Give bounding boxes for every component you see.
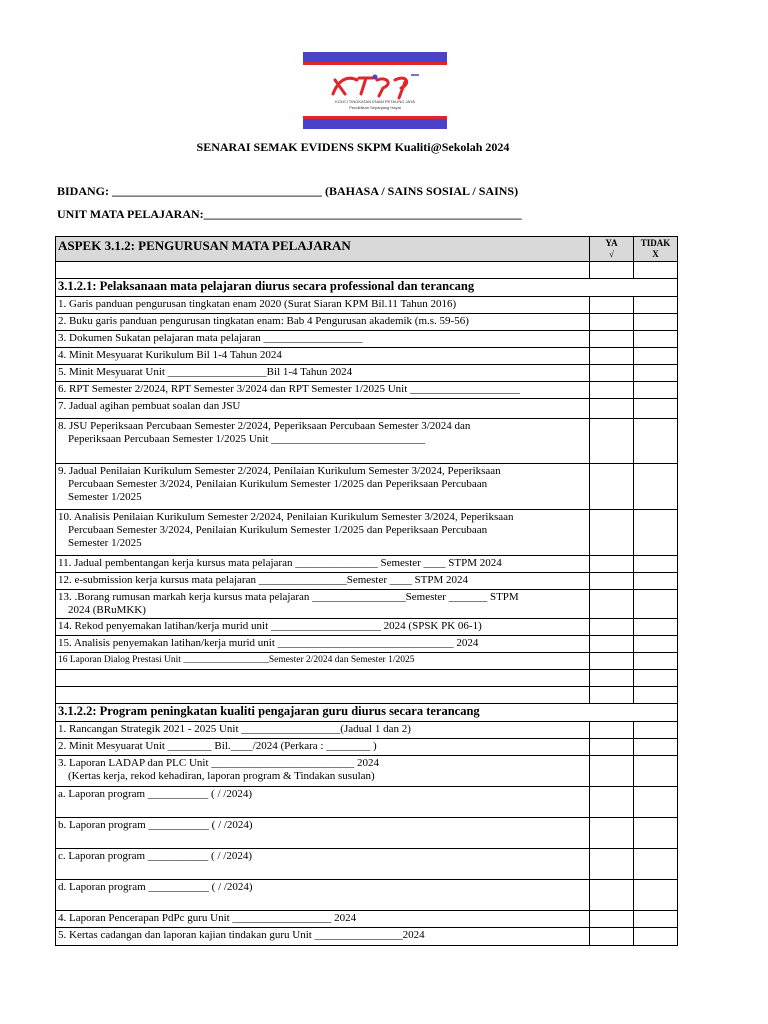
ya-checkbox-cell[interactable] [590,365,634,382]
item-line: Semester 1/2025 [68,537,142,549]
ya-checkbox-cell[interactable] [590,510,634,556]
logo-stripe-top [303,62,447,65]
item-line: Semester 1/2025 [68,491,142,503]
checklist-item-row [56,928,678,946]
item-line: Percubaan Semester 3/2024, Penilaian Kurikulum Semester 1/2025 dan Peperiksaan Percubaan [68,478,488,490]
tidak-checkbox-cell[interactable] [634,818,678,849]
item-line: 8. JSU Peperiksaan Percubaan Semester 2/2024, Peperiksaan Percubaan Semester 3/2024 dan [58,420,471,432]
checklist-item-row [56,849,678,880]
item-line: 13. .Borang rumusan markah kerja kursus mata pelajaran _________________Semester _______ STPM [58,591,519,603]
item-line: 9. Jadual Penilaian Kurikulum Semester 2/2024, Penilaian Kurikulum Semester 3/2024, Peperiksaan [58,465,501,477]
tidak-checkbox-cell[interactable] [634,399,678,419]
tidak-checkbox-cell[interactable] [634,636,678,653]
ya-checkbox-cell[interactable] [590,636,634,653]
ya-checkbox-cell[interactable] [590,348,634,365]
ya-checkbox-cell[interactable] [590,573,634,590]
tidak-checkbox-cell[interactable] [634,722,678,739]
aspect-heading: ASPEK 3.1.2: PENGURUSAN MATA PELAJARAN [56,237,590,262]
tidak-checkbox-cell[interactable] [634,619,678,636]
tidak-checkbox-cell[interactable] [634,573,678,590]
checkbox-cell[interactable] [590,687,634,704]
ya-checkbox-cell[interactable] [590,590,634,619]
checklist-item-row [56,573,678,590]
logo-band-bottom [303,119,447,129]
checklist-item-text [56,573,590,590]
table-header-row [56,237,678,262]
checklist-item-text [56,818,590,849]
checklist-item-row [56,818,678,849]
ya-checkbox-cell[interactable] [590,911,634,928]
tidak-checkbox-cell[interactable] [634,556,678,573]
ya-checkbox-cell[interactable] [590,419,634,464]
tidak-checkbox-cell[interactable] [634,464,678,510]
item-line: Percubaan Semester 3/2024, Penilaian Kurikulum Semester 1/2025 dan Peperiksaan Percubaan [68,524,488,536]
blank-cell [56,670,590,687]
item-line: 12. e-submission kerja kursus mata pelajaran ________________Semester ____ STPM 2024 [58,574,469,586]
checklist-item-text [56,636,590,653]
unit-field: UNIT MATA PELAJARAN:_____________________________________________________ [57,207,522,221]
checklist-item-row [56,464,678,510]
checklist-item-row [56,331,678,348]
checklist-item-row [56,756,678,787]
logo-band-top [303,52,447,62]
blank-cell [56,687,590,704]
checklist-item-text [56,619,590,636]
checklist-item-text [56,787,590,818]
ya-checkbox-cell[interactable] [590,818,634,849]
checklist-item-row [56,382,678,399]
item-line: Peperiksaan Percubaan Semester 1/2025 Unit ____________________________ [68,433,426,445]
tidak-checkbox-cell[interactable] [634,911,678,928]
evidence-checklist-table [55,236,678,946]
tidak-checkbox-cell[interactable] [634,510,678,556]
item-line: 3. Laporan LADAP dan PLC Unit __________________________ 2024 [58,757,380,769]
checklist-item-text [56,314,590,331]
checklist-item-text [56,590,590,619]
tidak-checkbox-cell[interactable] [634,419,678,464]
checklist-item-row [56,556,678,573]
item-line: 15. Analisis penyemakan latihan/kerja murid unit ________________________________ 2024 [58,637,479,649]
tidak-checkbox-cell[interactable] [634,314,678,331]
checkbox-cell[interactable] [634,262,678,279]
checklist-item-text [56,911,590,928]
ya-mark: √ [609,249,614,259]
ya-checkbox-cell[interactable] [590,787,634,818]
ya-checkbox-cell[interactable] [590,849,634,880]
item-line: d. Laporan program ___________ ( / /2024) [58,881,253,893]
college-logo [303,52,447,130]
item-line: 5. Minit Mesyuarat Unit __________________Bil 1-4 Tahun 2024 [58,366,353,378]
tidak-label: TIDAK [640,238,671,248]
checkbox-cell[interactable] [634,670,678,687]
checklist-item-text [56,331,590,348]
ya-checkbox-cell[interactable] [590,464,634,510]
ya-checkbox-cell[interactable] [590,382,634,399]
item-line: 7. Jadual agihan pembuat soalan dan JSU [58,400,241,412]
item-line: 2024 (BRuMKK) [68,604,146,616]
tidak-checkbox-cell[interactable] [634,928,678,946]
checklist-item-row [56,590,678,619]
ya-checkbox-cell[interactable] [590,756,634,787]
checklist-item-row [56,653,678,670]
checklist-item-text [56,365,590,382]
item-line: 14. Rekod penyemakan latihan/kerja murid unit ____________________ 2024 (SPSK PK 06-1) [58,620,482,632]
item-line: 16 Laporan Dialog Prestasi Unit __________________Semester 2/2024 dan Semester 1/2025 [58,655,415,665]
checklist-item-text [56,419,590,464]
tidak-checkbox-cell[interactable] [634,880,678,911]
checklist-item-text [56,653,590,670]
checklist-item-text [56,722,590,739]
tidak-checkbox-cell[interactable] [634,348,678,365]
checklist-item-row [56,510,678,556]
ya-checkbox-cell[interactable] [590,653,634,670]
ktpj-logo-mark [329,72,421,100]
ya-checkbox-cell[interactable] [590,297,634,314]
ya-checkbox-cell[interactable] [590,739,634,756]
section-heading-row [56,704,678,722]
checklist-item-row [56,619,678,636]
ya-column-header [590,237,634,262]
spacer-row [56,670,678,687]
ya-checkbox-cell[interactable] [590,556,634,573]
tidak-checkbox-cell[interactable] [634,297,678,314]
spacer-row [56,262,678,279]
item-line: 3. Dokumen Sukatan pelajaran mata pelajaran __________________ [58,332,363,344]
checkbox-cell[interactable] [590,670,634,687]
item-line: 2. Minit Mesyuarat Unit ________ Bil.____/2024 (Perkara : ________ ) [58,740,377,752]
ya-checkbox-cell[interactable] [590,314,634,331]
item-line: 2. Buku garis panduan pengurusan tingkatan enam: Bab 4 Pengurusan akademik (m.s. 59-56) [58,315,469,327]
checklist-item-text [56,297,590,314]
item-line: 11. Jadual pembentangan kerja kursus mata pelajaran _______________ Semester ____ STPM 2024 [58,557,502,569]
ya-checkbox-cell[interactable] [590,880,634,911]
checklist-item-row [56,348,678,365]
bidang-field: BIDANG: ___________________________________ (BAHASA / SAINS SOSIAL / SAINS) [57,184,519,198]
checkbox-cell[interactable] [590,262,634,279]
ya-checkbox-cell[interactable] [590,619,634,636]
ya-checkbox-cell[interactable] [590,331,634,348]
section-heading: 3.1.2.2: Program peningkatan kualiti pengajaran guru diurus secara terancang [56,704,678,722]
checklist-item-row [56,399,678,419]
item-line: 4. Minit Mesyuarat Kurikulum Bil 1-4 Tahun 2024 [58,349,282,361]
tidak-column-header [634,237,678,262]
item-line: 1. Garis panduan pengurusan tingkatan enam 2020 (Surat Siaran KPM Bil.11 Tahun 2016) [58,298,457,310]
checklist-item-row [56,880,678,911]
checklist-item-row [56,636,678,653]
tidak-checkbox-cell[interactable] [634,756,678,787]
checklist-item-text [56,756,590,787]
document-title: SENARAI SEMAK EVIDENS SKPM Kualiti@Sekolah 2024 [196,140,510,154]
checklist-item-row [56,722,678,739]
checklist-item-text [56,399,590,419]
item-line: b. Laporan program ___________ ( / /2024) [58,819,253,831]
checklist-item-row [56,787,678,818]
checklist-item-text [56,739,590,756]
ya-checkbox-cell[interactable] [590,928,634,946]
item-line: 10. Analisis Penilaian Kurikulum Semester 2/2024, Penilaian Kurikulum Semester 3/2024, Peperiksaan [58,511,514,523]
checklist-item-text [56,464,590,510]
section-heading-row [56,279,678,297]
checklist-item-row [56,314,678,331]
checklist-item-row [56,365,678,382]
checklist-item-text [56,556,590,573]
spacer-row [56,687,678,704]
tidak-checkbox-cell[interactable] [634,365,678,382]
logo-caption: KOLEJ TINGKATAN ENAM PETALING JAYA [335,99,415,104]
ya-checkbox-cell[interactable] [590,722,634,739]
checklist-item-row [56,911,678,928]
item-line: a. Laporan program ___________ ( / /2024) [58,788,252,800]
item-line: 6. RPT Semester 2/2024, RPT Semester 3/2024 dan RPT Semester 1/2025 Unit ____________________ [58,383,520,395]
item-line: 4. Laporan Pencerapan PdPc guru Unit __________________ 2024 [58,912,357,924]
checklist-item-text [56,928,590,946]
item-line: 5. Kertas cadangan dan laporan kajian tindakan guru Unit ________________2024 [58,929,425,941]
ya-checkbox-cell[interactable] [590,399,634,419]
item-line: c. Laporan program ___________ ( / /2024) [58,850,252,862]
tidak-checkbox-cell[interactable] [634,653,678,670]
checklist-item-row [56,297,678,314]
tidak-checkbox-cell[interactable] [634,590,678,619]
logo-tagline: Pendidikan Sepanjang Hayat [349,105,401,110]
checklist-item-text [56,510,590,556]
checkbox-cell[interactable] [634,687,678,704]
checklist-item-text [56,348,590,365]
ya-label: YA [605,238,618,248]
blank-cell [56,262,590,279]
checklist-item-text [56,880,590,911]
item-line: (Kertas kerja, rekod kehadiran, laporan program & Tindakan susulan) [68,770,375,782]
tidak-checkbox-cell[interactable] [634,331,678,348]
tidak-checkbox-cell[interactable] [634,739,678,756]
tidak-mark: X [652,249,659,259]
checklist-item-row [56,739,678,756]
checklist-item-text [56,849,590,880]
tidak-checkbox-cell[interactable] [634,382,678,399]
item-line: 1. Rancangan Strategik 2021 - 2025 Unit __________________(Jadual 1 dan 2) [58,723,411,735]
checklist-item-row [56,419,678,464]
section-heading: 3.1.2.1: Pelaksanaan mata pelajaran diurus secara professional dan terancang [56,279,678,297]
checklist-item-text [56,382,590,399]
tidak-checkbox-cell[interactable] [634,787,678,818]
tidak-checkbox-cell[interactable] [634,849,678,880]
